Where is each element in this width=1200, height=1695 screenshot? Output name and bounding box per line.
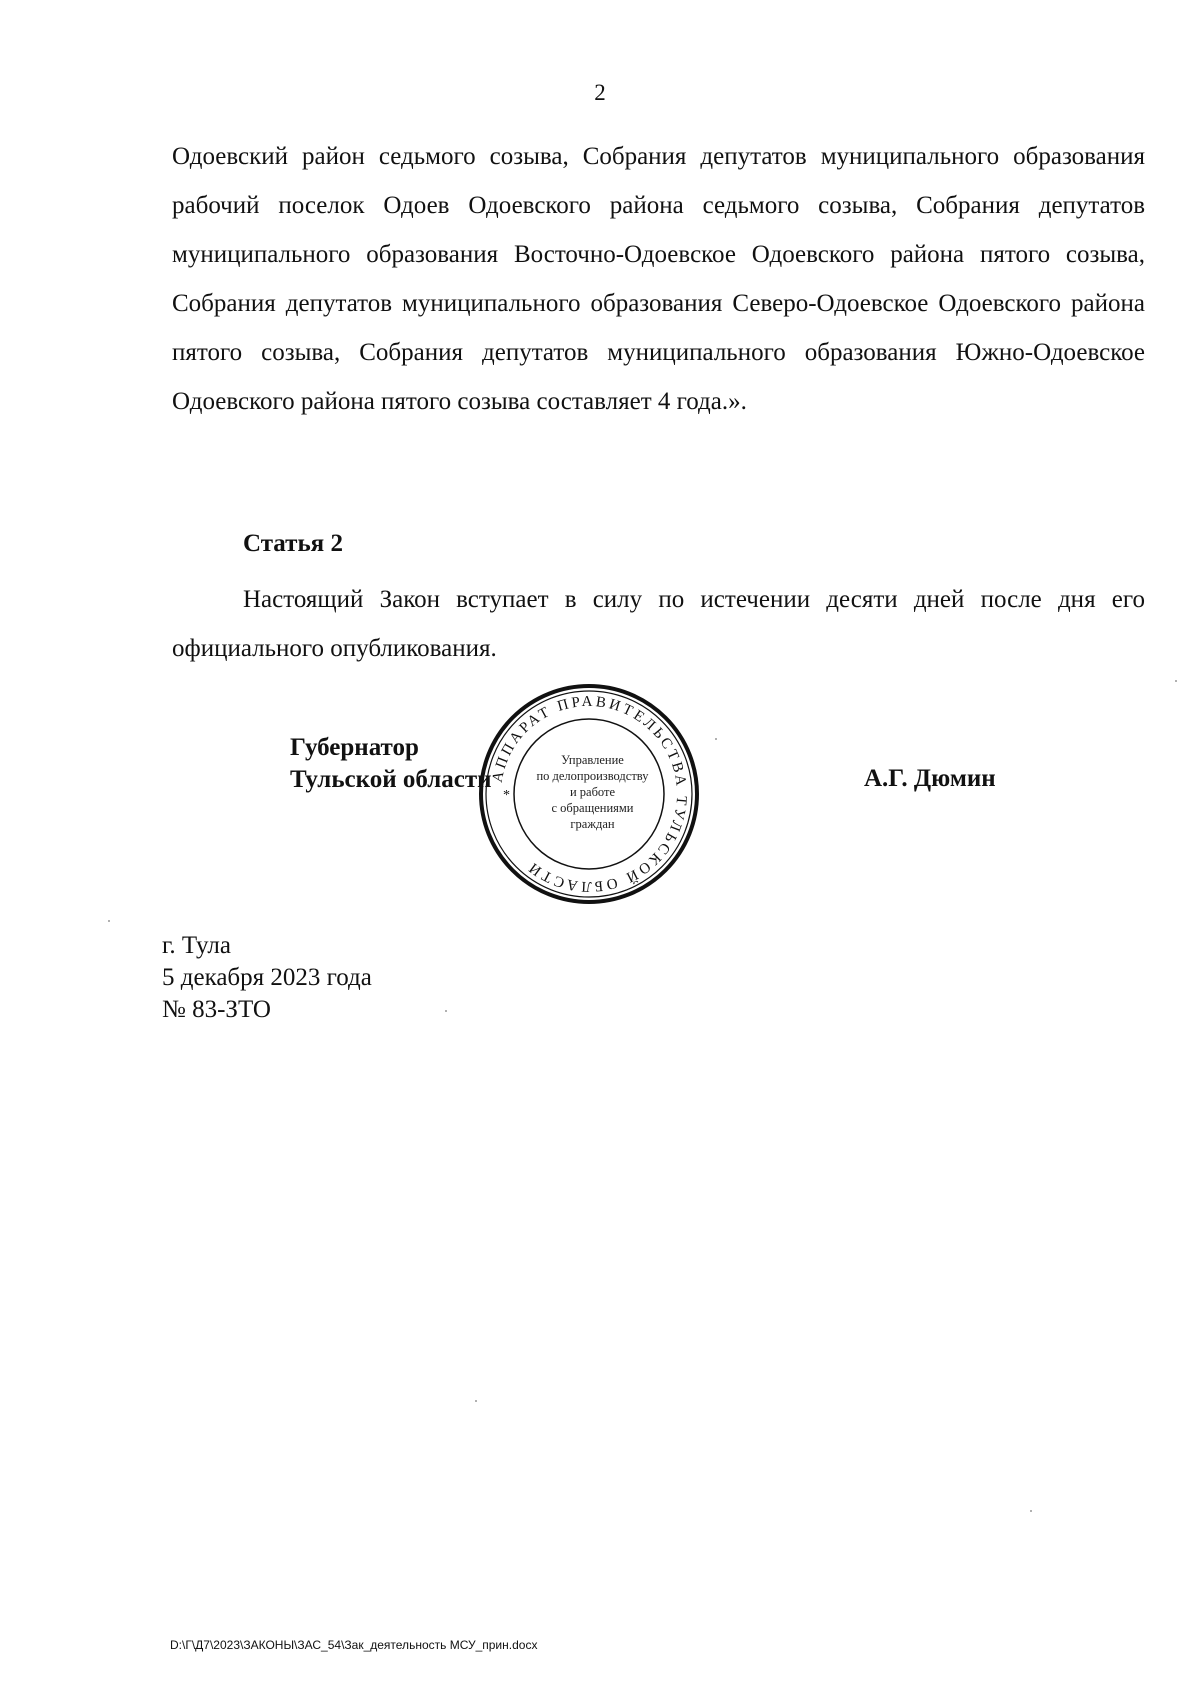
scan-speck <box>475 1400 477 1402</box>
signature-title-line1: Губернатор <box>290 734 419 761</box>
page-number: 2 <box>594 80 606 105</box>
scan-speck <box>108 920 110 922</box>
signature-title <box>290 732 492 796</box>
signature-title-line2: Тульской области <box>290 766 492 793</box>
seal-inner-text <box>520 752 665 832</box>
seal-inner-line: граждан <box>570 817 615 831</box>
city: г. Тула <box>162 932 231 959</box>
seal-inner-line: по делопроизводству <box>536 769 649 783</box>
place-date-block <box>162 930 372 1026</box>
scan-speck <box>1175 680 1177 682</box>
body-paragraph: Одоевский район седьмого созыва, Собрания депутатов муниципального образования рабочий поселок Одоев Одоевского района седьмого созыва, Собрания депутатов муниципального образования Восточно-Одоевское Одоевского района пятого созыва, Собрания депутатов муниципального образования Северо-Одоевское Одоевского района пятого созыва, Собрания депутатов муниципального образования Южно-Одоевское Одоевского района пятого созыва составляет 4 года.». <box>172 143 1145 415</box>
date: 5 декабря 2023 года <box>162 964 372 991</box>
file-path: D:\Г\Д7\2023\ЗАКОНЫ\ЗАС_54\Зак_деятельность МСУ_прин.docx <box>170 1638 538 1652</box>
seal-inner-line: и работе <box>569 785 616 799</box>
svg-text:*: * <box>503 788 510 803</box>
seal-inner-line: с обращениями <box>551 801 634 815</box>
seal-inner-line: Управление <box>561 753 624 767</box>
article-text: Настоящий Закон вступает в силу по истечении десяти дней после дня его официального опубликования. <box>172 586 1145 662</box>
signature-name: А.Г. Дюмин <box>864 765 996 792</box>
scan-speck <box>445 1010 447 1012</box>
scan-speck <box>1030 1510 1032 1512</box>
law-number: № 83-ЗТО <box>162 996 271 1023</box>
body-text <box>172 132 1145 426</box>
seal-outer-text: АППАРАТ ПРАВИТЕЛЬСТВА ТУЛЬСКОЙ ОБЛАСТИ <box>489 693 690 895</box>
article-heading: Статья 2 <box>243 530 343 557</box>
scan-speck <box>715 738 717 740</box>
